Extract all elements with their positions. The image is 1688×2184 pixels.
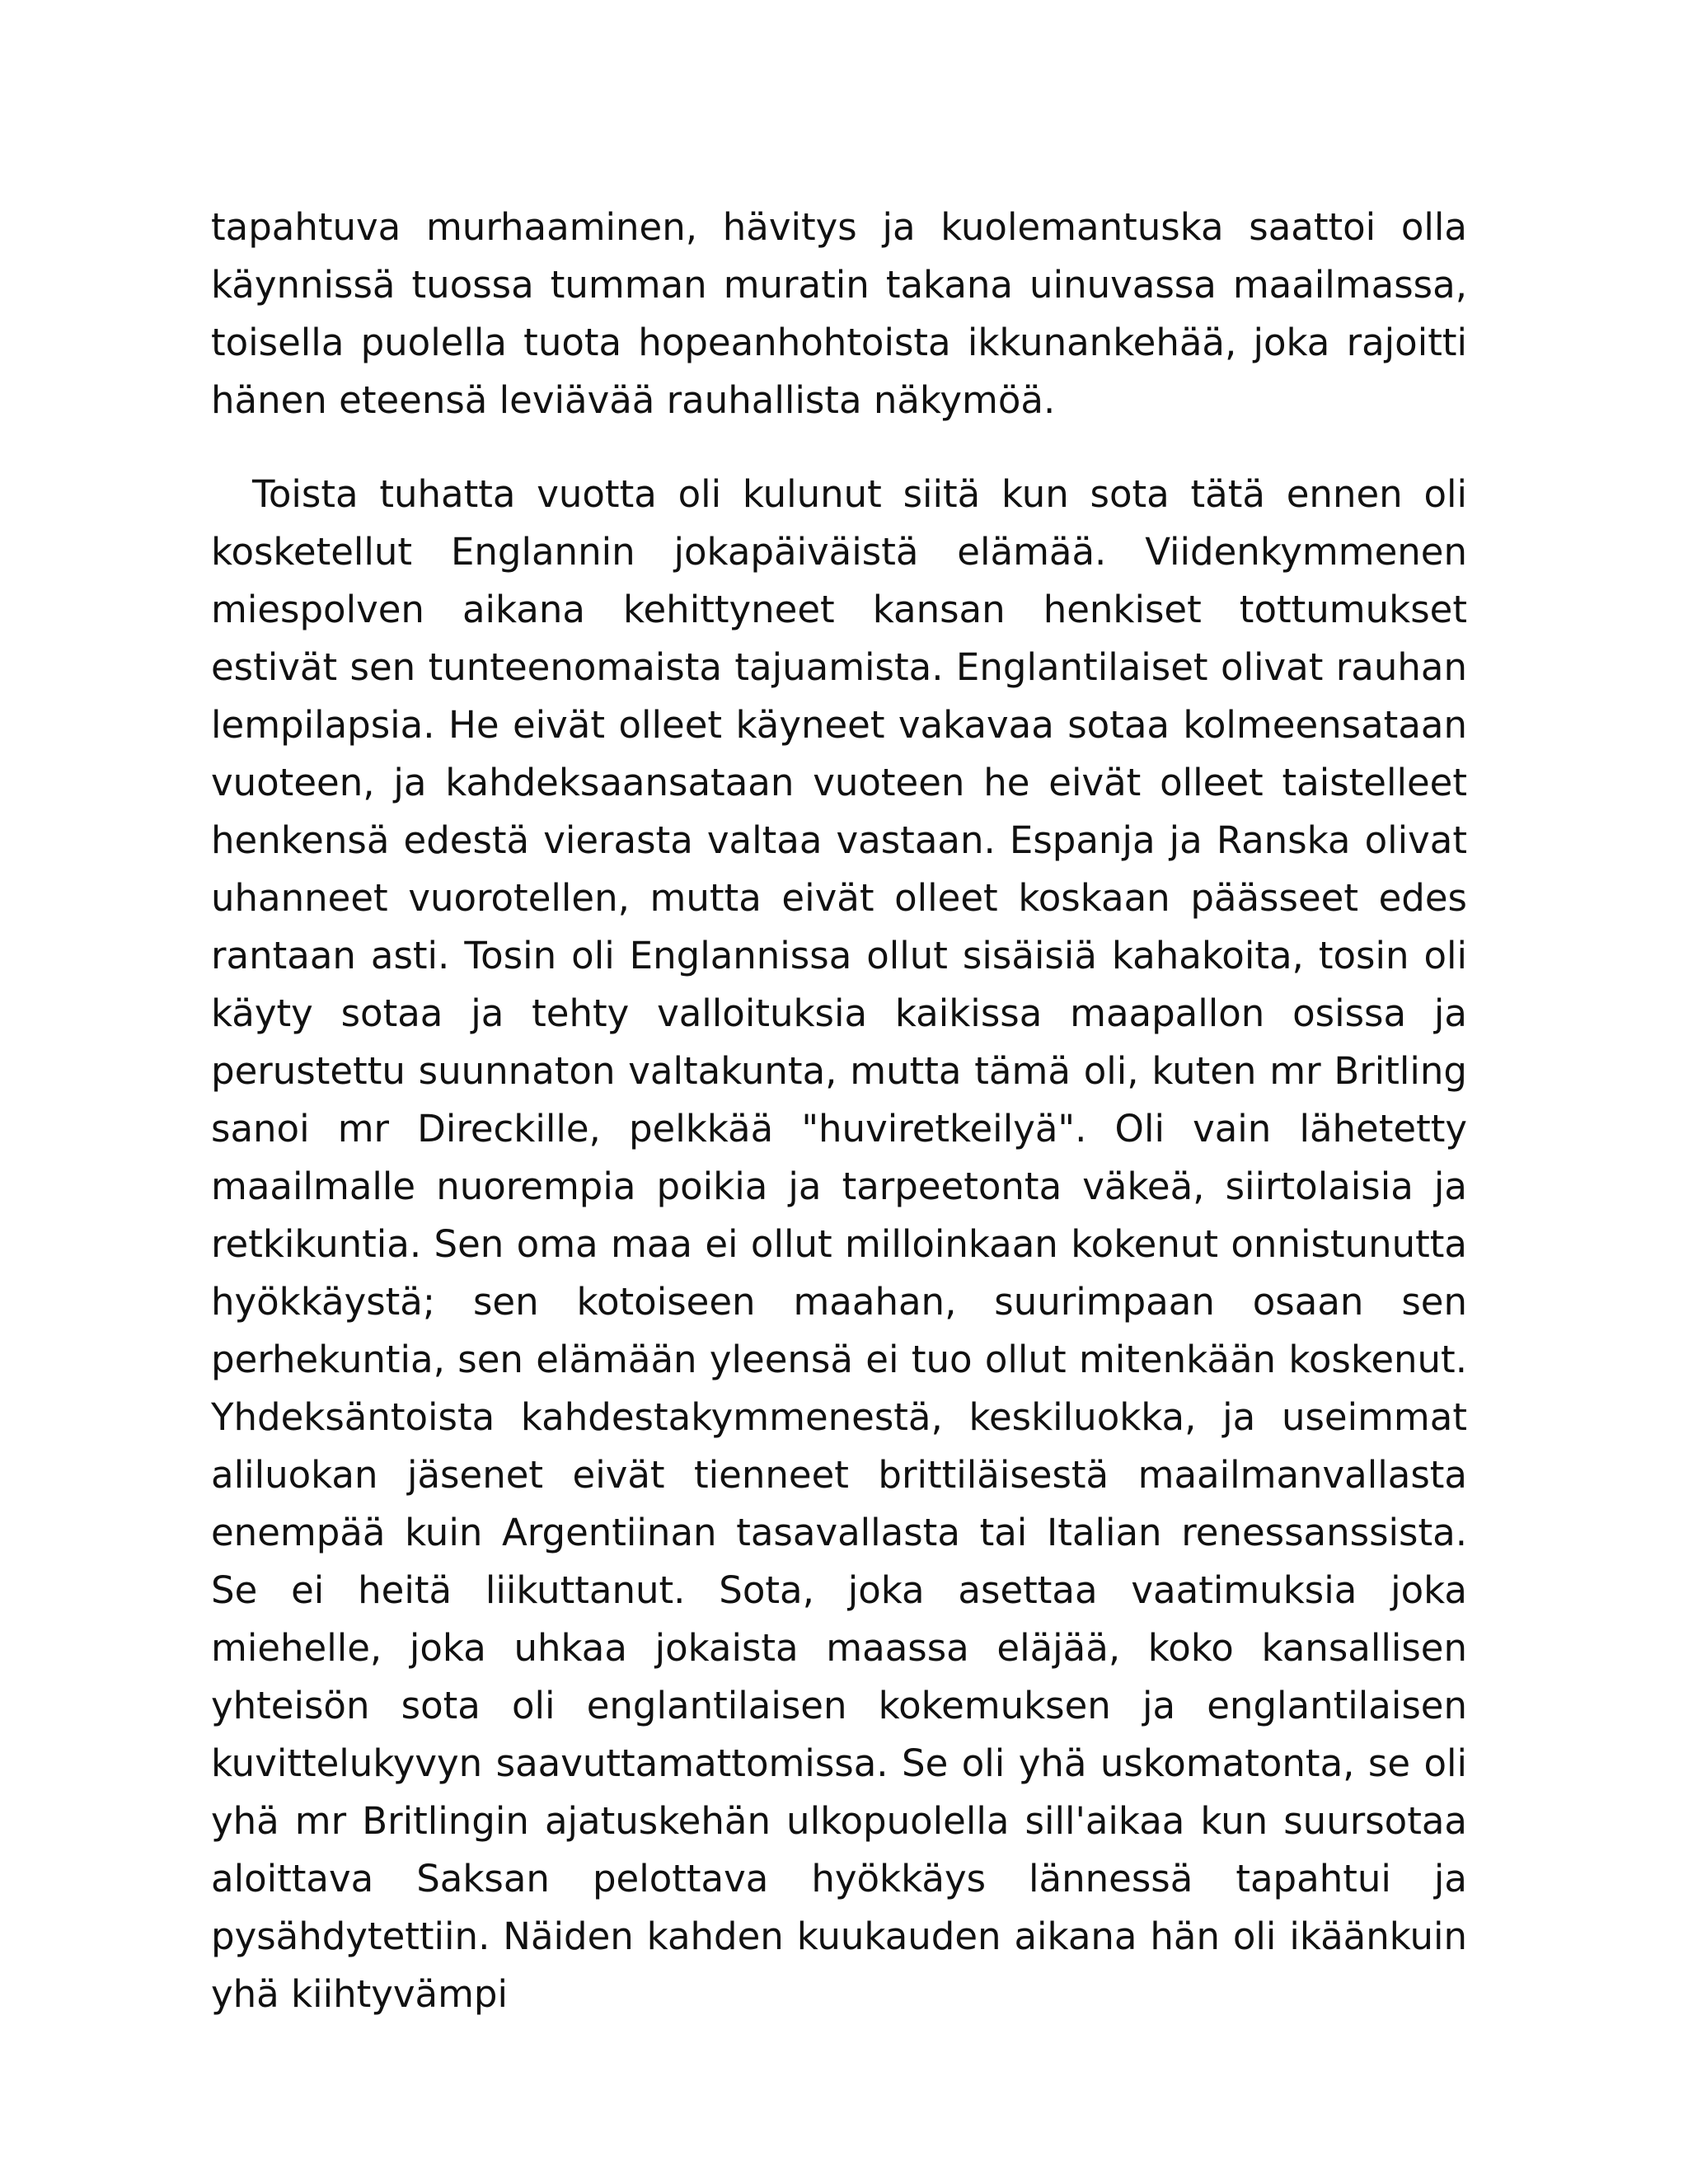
paragraph-main: Toista tuhatta vuotta oli kulunut siitä kun sota tätä ennen oli kosketellut Englannin jokapäiväistä elämää. Viidenkymmenen miespolven aikana kehittyneet kansan henkiset tottumukset estivät sen tunteenomaista tajuamista. Englantilaiset olivat rauhan lempilapsia. He eivät olleet käyneet vakavaa sotaa kolmeensataan vuoteen, ja kahdeksaansataan vuoteen he eivät olleet taistelleet henkensä edestä vierasta valtaa vastaan. Espanja ja Ranska olivat uhanneet vuorotellen, mutta eivät olleet koskaan päässeet edes rantaan asti. Tosin oli Englannissa ollut sisäisiä kahakoita, tosin oli käyty sotaa ja tehty valloituksia kaikissa maapallon osissa ja perustettu suunnaton valtakunta, mutta tämä oli, kuten mr Britling sanoi mr Direckille, pelkkää "huviretkeilyä". Oli vain lähetetty maailmalle nuorempia poikia ja tarpeetonta väkeä, siirtolaisia ja retkikuntia. Sen oma maa ei ollut milloinkaan kokenut onnistunutta hyökkäystä; sen kotoiseen maahan, suurimpaan osaan sen perhekuntia, sen elämään yleensä ei tuo ollut mitenkään koskenut. Yhdeksäntoista kahdestakymmenestä, keskiluokka, ja useimmat aliluokan jäsenet eivät tienneet brittiläisestä maailmanvallasta enempää kuin Argentiinan tasavallasta tai Italian renessanssista. Se ei heitä liikuttanut. Sota, joka asettaa vaatimuksia joka miehelle, joka uhkaa jokaista maassa eläjää, koko kansallisen yhteisön sota oli englantilaisen kokemuksen ja englantilaisen kuvittelukyvyn saavuttamattomissa. Se oli yhä uskomatonta, se oli yhä mr Britlingin ajatuskehän ulkopuolella sill'aikaa kun suursotaa aloittava Saksan pelottava hyökkäys lännessä tapahtui ja pysähdytettiin. Näiden kahden kuukauden aikana hän oli ikäänkuin yhä kiihtyvämpi [211,472,1467,2016]
body-text [211,199,1467,2023]
paragraph-continued: tapahtuva murhaaminen, hävitys ja kuolemantuska saattoi olla käynnissä tuossa tumman muratin takana uinuvassa maailmassa, toisella puolella tuota hopeanhohtoista ikkunankehää, joka rajoitti hänen eteensä leviävää rauhallista näkymöä. [211,205,1467,422]
